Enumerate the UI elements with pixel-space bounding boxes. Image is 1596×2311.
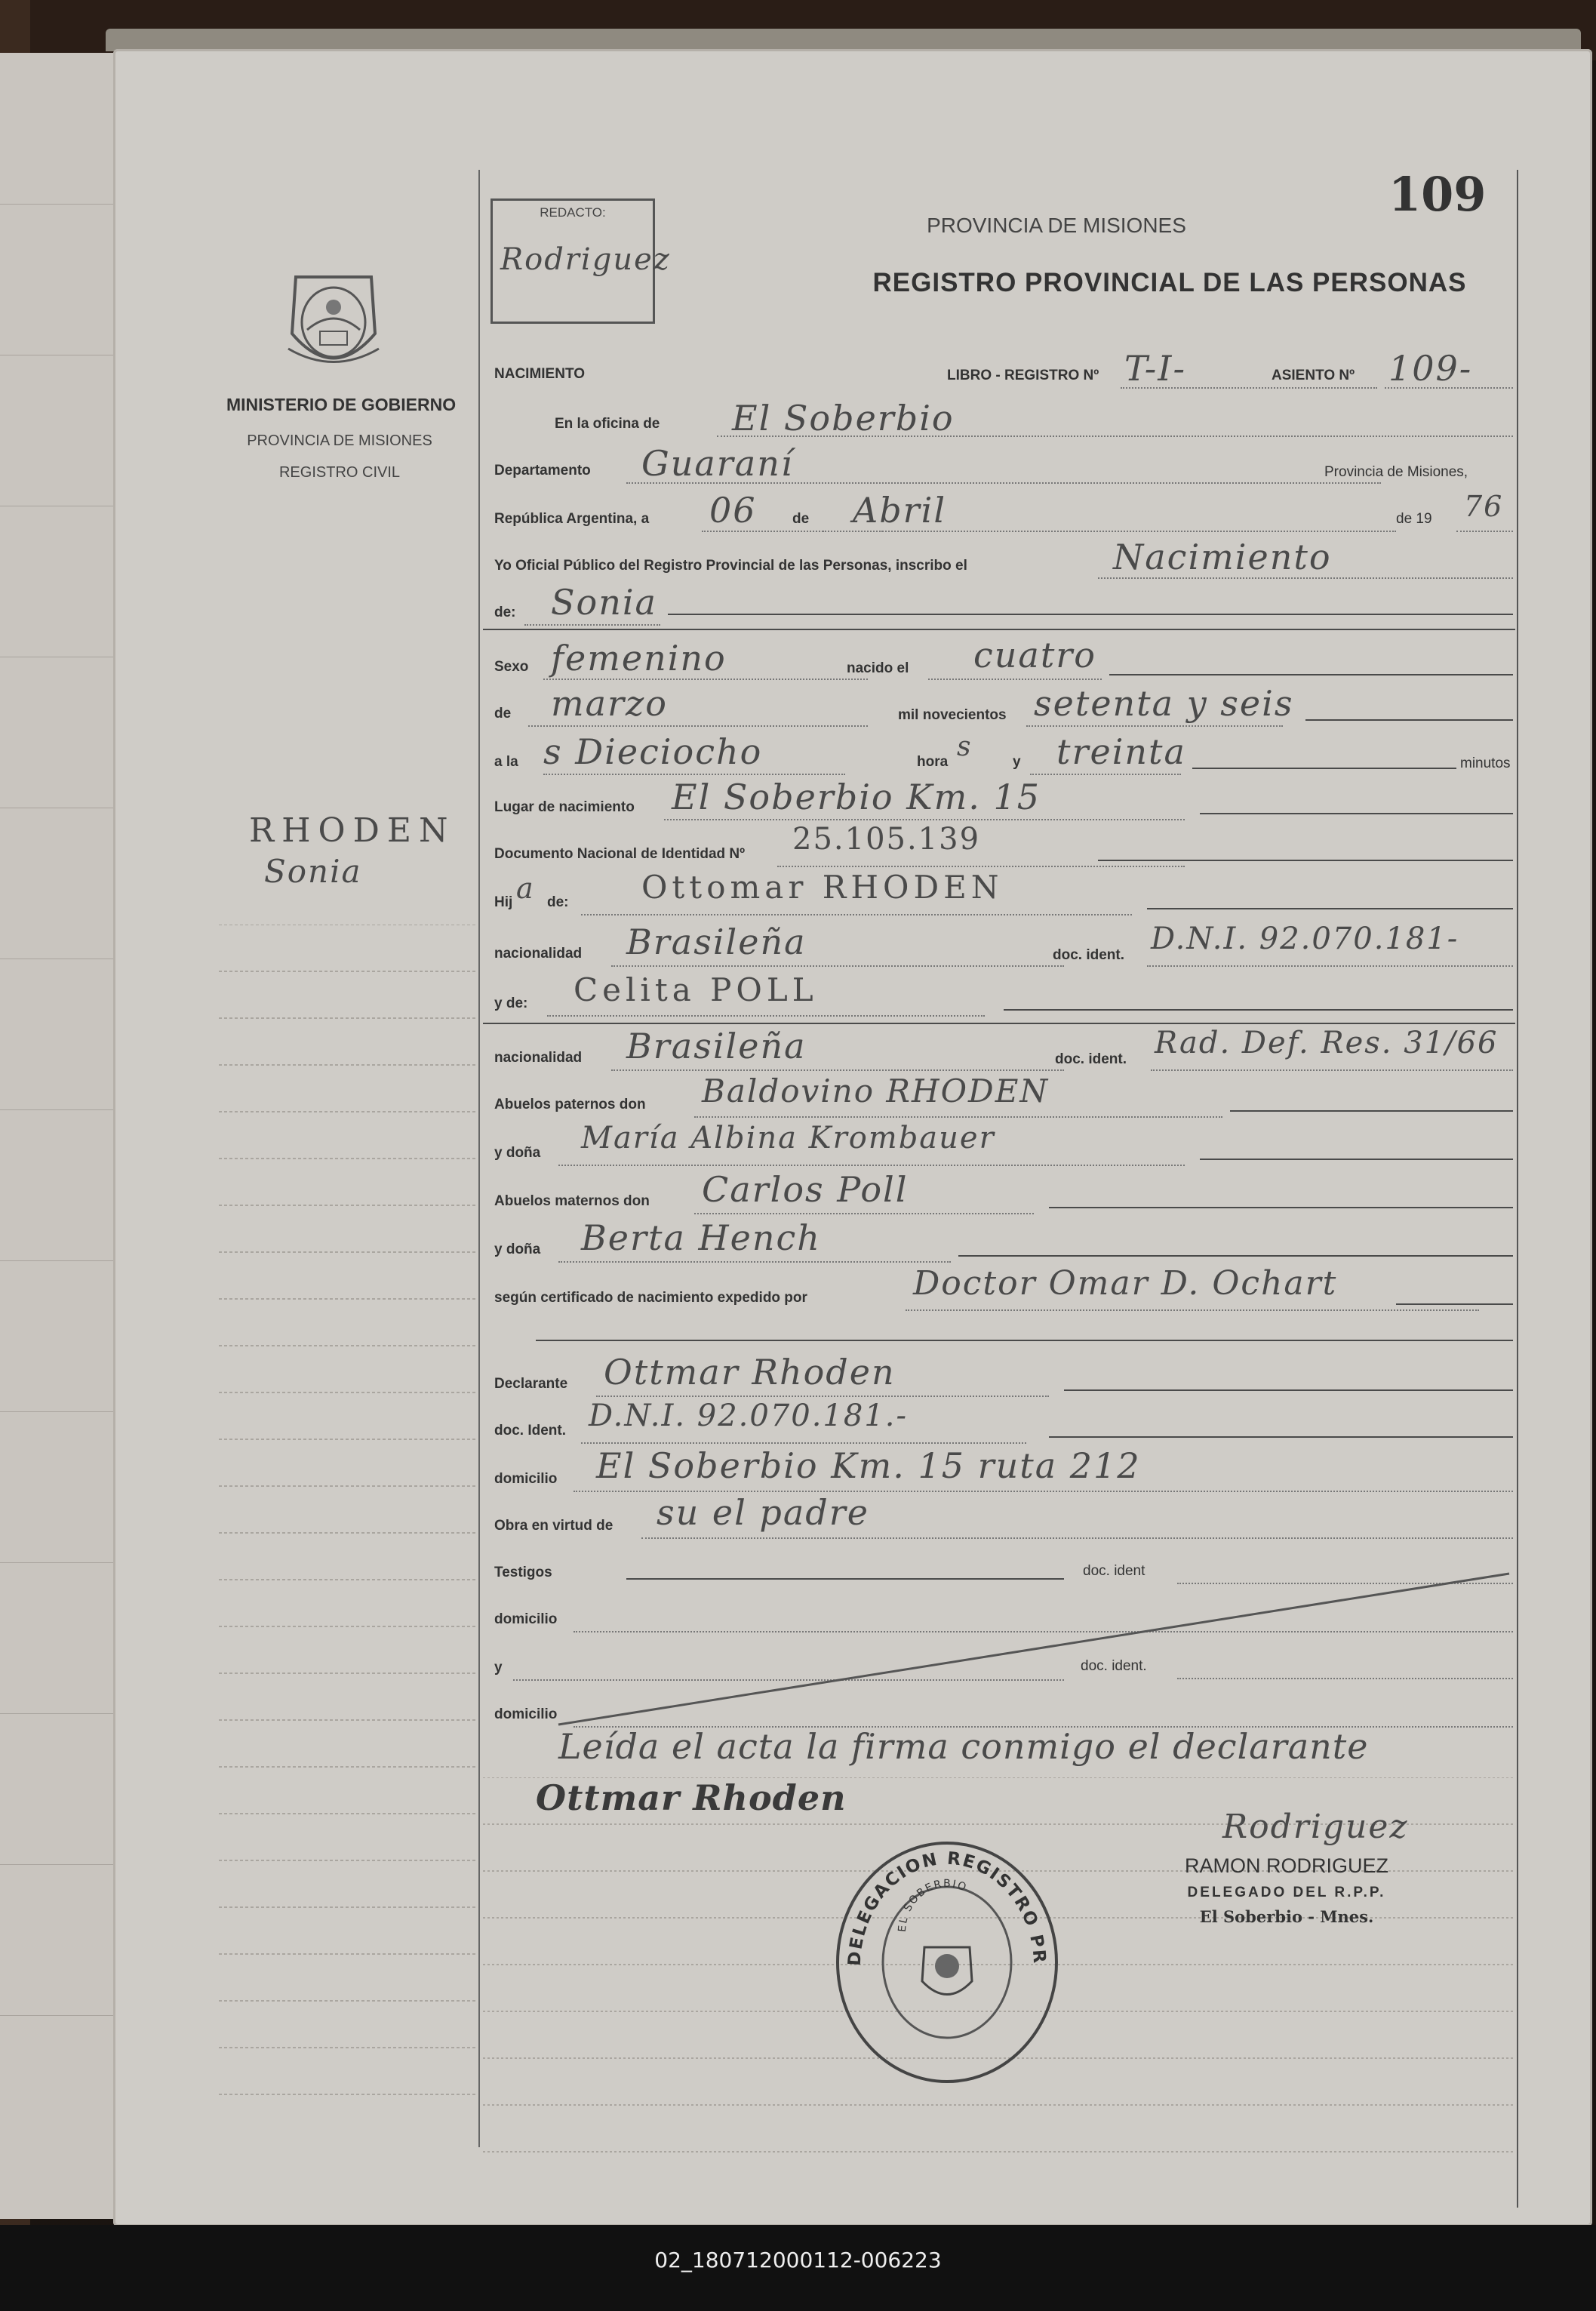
mes-nac-value: marzo	[551, 683, 668, 724]
lugar-value: El Soberbio Km. 15	[672, 777, 1041, 817]
y2-label: y	[494, 1660, 503, 1676]
declarante-label: Declarante	[494, 1376, 568, 1392]
stamp-emblem-icon	[922, 1947, 972, 1995]
oficina-label: En la oficina de	[555, 416, 660, 432]
stamp-outer-text: DELEGACION REGISTRO PR	[844, 1848, 1050, 1967]
ydona2-label: y doña	[494, 1242, 541, 1257]
declarante-value: Ottmar Rhoden	[604, 1352, 896, 1392]
abpat-label: Abuelos paternos don	[494, 1097, 646, 1112]
nac-padre-value: Brasileña	[626, 922, 807, 962]
certificante-value: Doctor Omar D. Ochart	[913, 1264, 1338, 1303]
docident-label: doc. Ident.	[494, 1423, 566, 1439]
domicilio3-label: domicilio	[494, 1706, 558, 1722]
y-label: y	[1013, 754, 1021, 770]
redacto-box	[490, 198, 671, 324]
docid-label: doc. ident.	[1053, 947, 1124, 963]
dni-value: 25.105.139	[792, 822, 981, 857]
padre-value: Ottomar RHODEN	[641, 869, 1004, 906]
official-stamp	[830, 1834, 1064, 2083]
anio-value: 76	[1464, 490, 1504, 523]
abmat-label: Abuelos maternos don	[494, 1193, 650, 1209]
abuela-mat-value: Berta Hench	[581, 1217, 821, 1258]
departamento-value: Guaraní	[641, 443, 794, 484]
margin-surname: RHODEN	[249, 811, 456, 850]
horas-label: hora	[917, 754, 949, 770]
page-stack-edge	[106, 29, 1581, 51]
delegado-name: RAMON RODRIGUEZ	[1185, 1854, 1388, 1877]
de-label: de	[792, 511, 810, 527]
de3-label: de	[494, 706, 512, 722]
abuela-pat-value: María Albina Krombauer	[581, 1121, 995, 1156]
hora-nac-value: s Dieciocho	[543, 731, 763, 772]
record-type: NACIMIENTO	[494, 366, 585, 382]
libro-value: T-I-	[1124, 348, 1187, 389]
margin-ruled-lines	[219, 925, 475, 2147]
margin-given-name: Sonia	[264, 853, 362, 890]
hijo-label: Hij	[494, 894, 513, 910]
delegado-signature: Rodriguez	[1222, 1808, 1409, 1846]
docident3-label: doc. ident	[1083, 1563, 1145, 1579]
provincia-label: Provincia de Misiones,	[1324, 464, 1468, 480]
obra-value: su el padre	[657, 1492, 869, 1533]
sexo-value: femenino	[551, 638, 727, 679]
delegado-title: DELEGADO DEL R.P.P.	[1187, 1885, 1386, 1900]
coat-of-arms-icon	[281, 262, 386, 383]
libro-label: LIBRO - REGISTRO Nº	[947, 368, 1099, 383]
ministry-name: MINISTERIO DE GOBIERNO	[226, 395, 457, 414]
image-id-caption: 02_180712000112-006223	[654, 2248, 942, 2273]
redacto-signature: Rodriguez	[500, 242, 671, 277]
doc-padre-value: D.N.I. 92.070.181-	[1151, 922, 1459, 956]
doc-madre-value: Rad. Def. Res. 31/66	[1155, 1026, 1499, 1060]
dni-label: Documento Nacional de Identidad Nº	[494, 846, 746, 862]
dia-value: 06	[709, 490, 757, 531]
lugar-label: Lugar de nacimiento	[494, 799, 635, 815]
yde-label: y de:	[494, 995, 528, 1011]
declarante-signature: Ottmar Rhoden	[536, 1777, 847, 1818]
image-footer	[0, 2225, 1596, 2311]
redacto-label: REDACTO:	[540, 205, 606, 220]
cancellation-line	[551, 1566, 1517, 1732]
nac-madre-value: Brasileña	[626, 1026, 807, 1066]
acto-value: Nacimiento	[1113, 537, 1332, 577]
nac1-label: nacionalidad	[494, 946, 583, 962]
hijo-de-label: de:	[547, 894, 569, 910]
mil-label: mil novecientos	[898, 707, 1007, 723]
header-title: REGISTRO PROVINCIAL DE LAS PERSONAS	[872, 268, 1467, 297]
register-page	[113, 49, 1592, 2226]
abuelo-pat-value: Baldovino RHODEN	[702, 1072, 1050, 1109]
testigos-label: Testigos	[494, 1565, 552, 1580]
doc-declarante-value: D.N.I. 92.070.181.-	[589, 1399, 908, 1433]
oficial-label: Yo Oficial Público del Registro Provincial de las Personas, inscribo el	[494, 558, 967, 574]
asiento-label: ASIENTO Nº	[1272, 368, 1355, 383]
nac2-label: nacionalidad	[494, 1050, 583, 1066]
domicilio2-label: domicilio	[494, 1611, 558, 1627]
page-number: 109	[1388, 167, 1487, 222]
mes-value: Abril	[853, 490, 947, 531]
minutos-nac-value: treinta	[1056, 731, 1186, 772]
left-page-edge	[0, 53, 122, 2219]
nombre-value: Sonia	[551, 582, 657, 623]
ministry-province: PROVINCIA DE MISIONES	[247, 432, 432, 449]
svg-text:EL SOBERBIO	[896, 1878, 970, 1932]
abuelo-mat-value: Carlos Poll	[702, 1169, 909, 1210]
docident4-label: doc. ident.	[1081, 1658, 1147, 1674]
de2-label: de:	[494, 605, 516, 620]
madre-value: Celita POLL	[574, 971, 818, 1008]
nacido-label: nacido el	[847, 660, 909, 676]
anio-nac-value: setenta y seis	[1034, 683, 1294, 724]
domicilio-value: El Soberbio Km. 15 ruta 212	[596, 1445, 1141, 1486]
ydona1-label: y doña	[494, 1145, 541, 1161]
leida-text: Leída el acta la firma conmigo el declarante	[558, 1726, 1369, 1767]
asiento-value: 109-	[1388, 348, 1473, 389]
hijo-suffix: a	[516, 872, 535, 905]
docid2-label: doc. ident.	[1055, 1051, 1127, 1067]
sexo-label: Sexo	[494, 659, 529, 675]
dia-nac-value: cuatro	[973, 635, 1096, 675]
alas-label: a la	[494, 754, 518, 770]
anio-label: de 19	[1396, 511, 1432, 527]
obra-label: Obra en virtud de	[494, 1518, 613, 1534]
oficina-value: El Soberbio	[732, 398, 955, 439]
cert-label: según certificado de nacimiento expedido por	[494, 1290, 807, 1306]
delegado-place: El Soberbio - Mnes.	[1199, 1907, 1374, 1926]
header-province: PROVINCIA DE MISIONES	[927, 214, 1186, 237]
minutos-label: minutos	[1460, 755, 1511, 771]
horas-suffix: s	[957, 731, 973, 762]
departamento-label: Departamento	[494, 463, 591, 479]
stamp-inner-text: EL SOBERBIO	[896, 1877, 970, 1933]
ministry-registry: REGISTRO CIVIL	[278, 464, 401, 481]
republica-label: República Argentina, a	[494, 511, 650, 527]
domicilio-label: domicilio	[494, 1471, 558, 1487]
